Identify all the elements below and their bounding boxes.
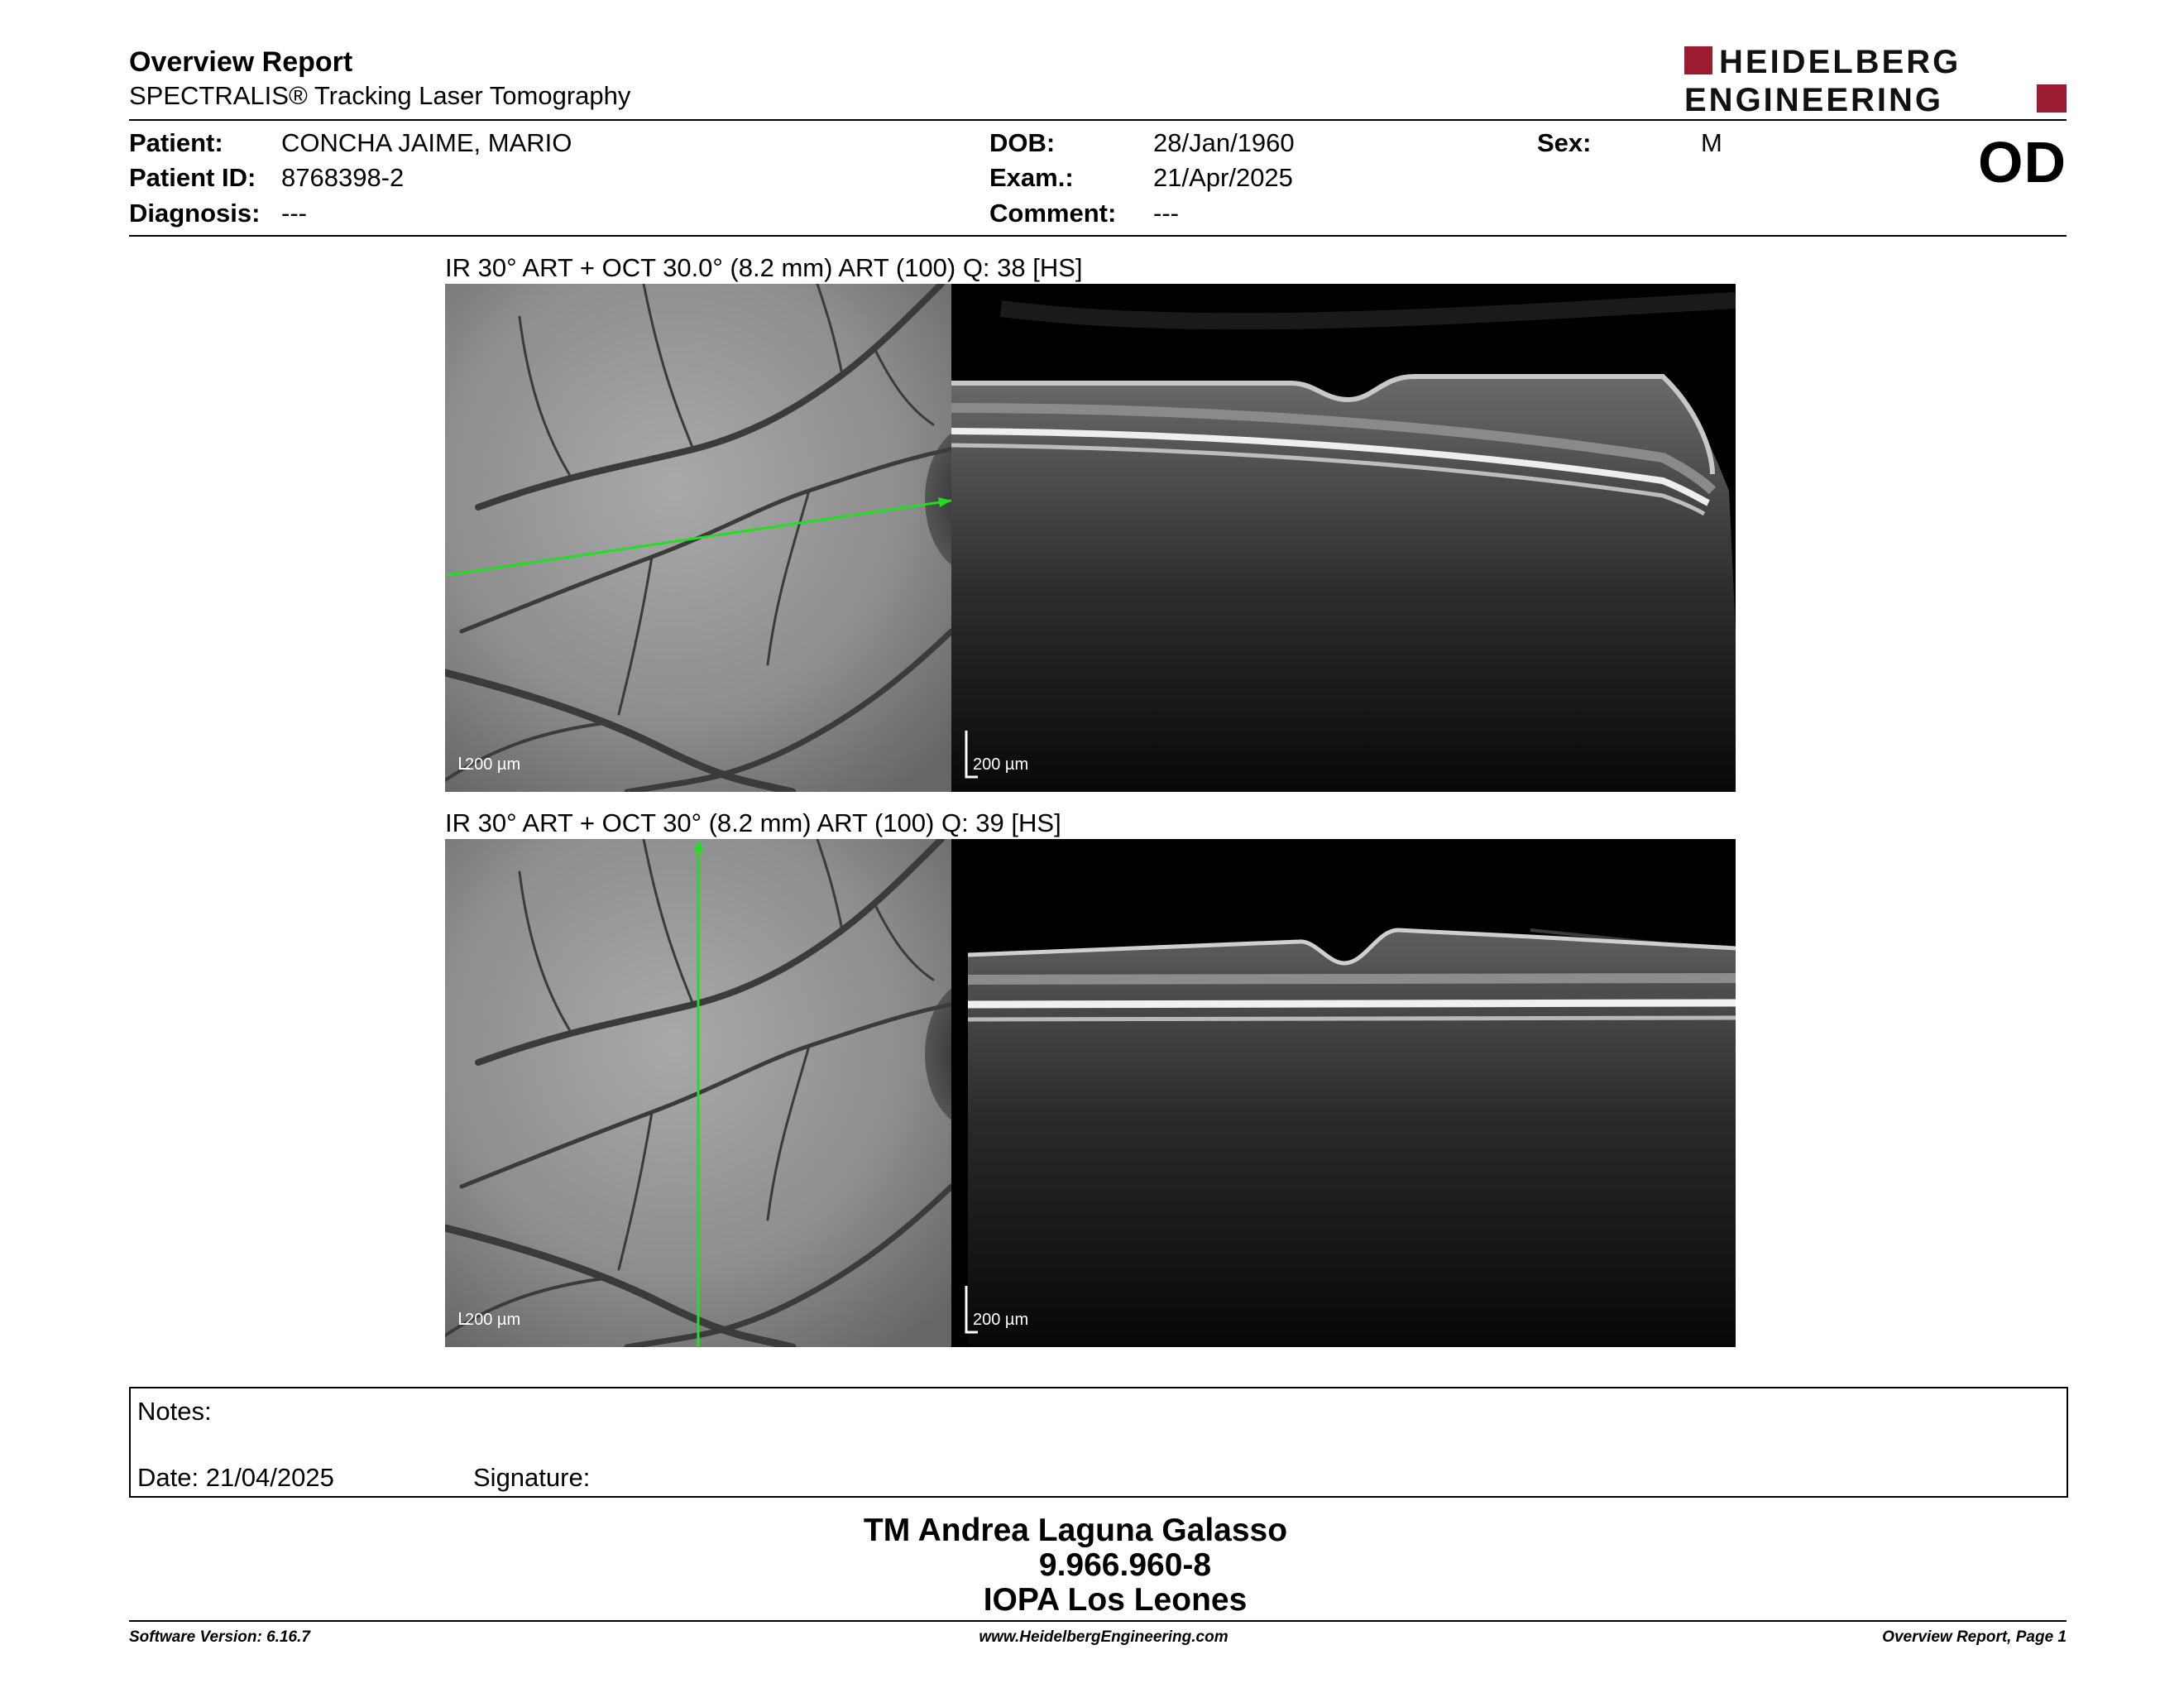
exam-value: 21/Apr/2025	[1153, 163, 1293, 192]
patient-label: Patient:	[129, 128, 223, 157]
comment-value: ---	[1153, 199, 1179, 228]
exam-label: Exam.:	[989, 163, 1074, 192]
scan-1-caption: IR 30° ART + OCT 30.0° (8.2 mm) ART (100) Q: 38 [HS]	[445, 253, 1083, 282]
logo-square-bottom	[2037, 84, 2067, 113]
notes-box	[129, 1387, 2068, 1498]
scan-2-oct-scale: 200 µm	[973, 1311, 1029, 1329]
patient-id-value: 8768398-2	[281, 163, 405, 192]
scan-2-ir-fundus-image	[445, 839, 951, 1347]
logo-line2: ENGINEERING	[1684, 82, 1944, 116]
diagnosis-value: ---	[281, 199, 307, 228]
patient-id-label: Patient ID:	[129, 163, 256, 192]
fundus-illustration	[445, 284, 951, 792]
scan-2-ir-scale: 200 µm	[465, 1311, 521, 1329]
footer-divider	[129, 1620, 2067, 1622]
oct-illustration	[951, 839, 1736, 1347]
signature-label: Signature:	[473, 1463, 591, 1492]
heidelberg-logo	[1684, 43, 2067, 116]
patient-divider	[129, 235, 2067, 237]
patient-name: CONCHA JAIME, MARIO	[281, 128, 572, 157]
logo-square-top	[1684, 46, 1712, 74]
signatory-name: TM Andrea Laguna Galasso	[863, 1513, 1288, 1548]
report-subtitle: SPECTRALIS® Tracking Laser Tomography	[129, 81, 631, 110]
signatory-institution: IOPA Los Leones	[983, 1582, 1248, 1618]
report-title: Overview Report	[129, 46, 353, 78]
sex-value: M	[1701, 128, 1722, 157]
diagnosis-label: Diagnosis:	[129, 199, 261, 228]
scan-2-caption: IR 30° ART + OCT 30° (8.2 mm) ART (100) Q: 39 [HS]	[445, 808, 1061, 837]
sex-label: Sex:	[1537, 128, 1592, 157]
fundus-illustration	[445, 839, 951, 1347]
website-link[interactable]: www.HeidelbergEngineering.com	[979, 1628, 1228, 1646]
logo-line1: HEIDELBERG	[1719, 44, 1961, 80]
page-indicator: Overview Report, Page 1	[1882, 1628, 2067, 1646]
header-divider	[129, 119, 2067, 121]
scan-1-oct-bscan-image	[951, 284, 1736, 792]
signatory-rut: 9.966.960-8	[1038, 1547, 1212, 1583]
scan-2-oct-bscan-image	[951, 839, 1736, 1347]
eye-laterality: OD	[1978, 130, 2067, 194]
dob-label: DOB:	[989, 128, 1056, 157]
scan-1-oct-scale: 200 µm	[973, 755, 1029, 774]
software-version: Software Version: 6.16.7	[129, 1628, 310, 1646]
oct-illustration	[951, 284, 1736, 792]
notes-date: Date: 21/04/2025	[137, 1463, 334, 1492]
comment-label: Comment:	[989, 199, 1117, 228]
scan-1-ir-fundus-image	[445, 284, 951, 792]
dob-value: 28/Jan/1960	[1153, 128, 1295, 157]
scan-1-ir-scale: 200 µm	[465, 755, 521, 774]
notes-label: Notes:	[137, 1397, 212, 1426]
